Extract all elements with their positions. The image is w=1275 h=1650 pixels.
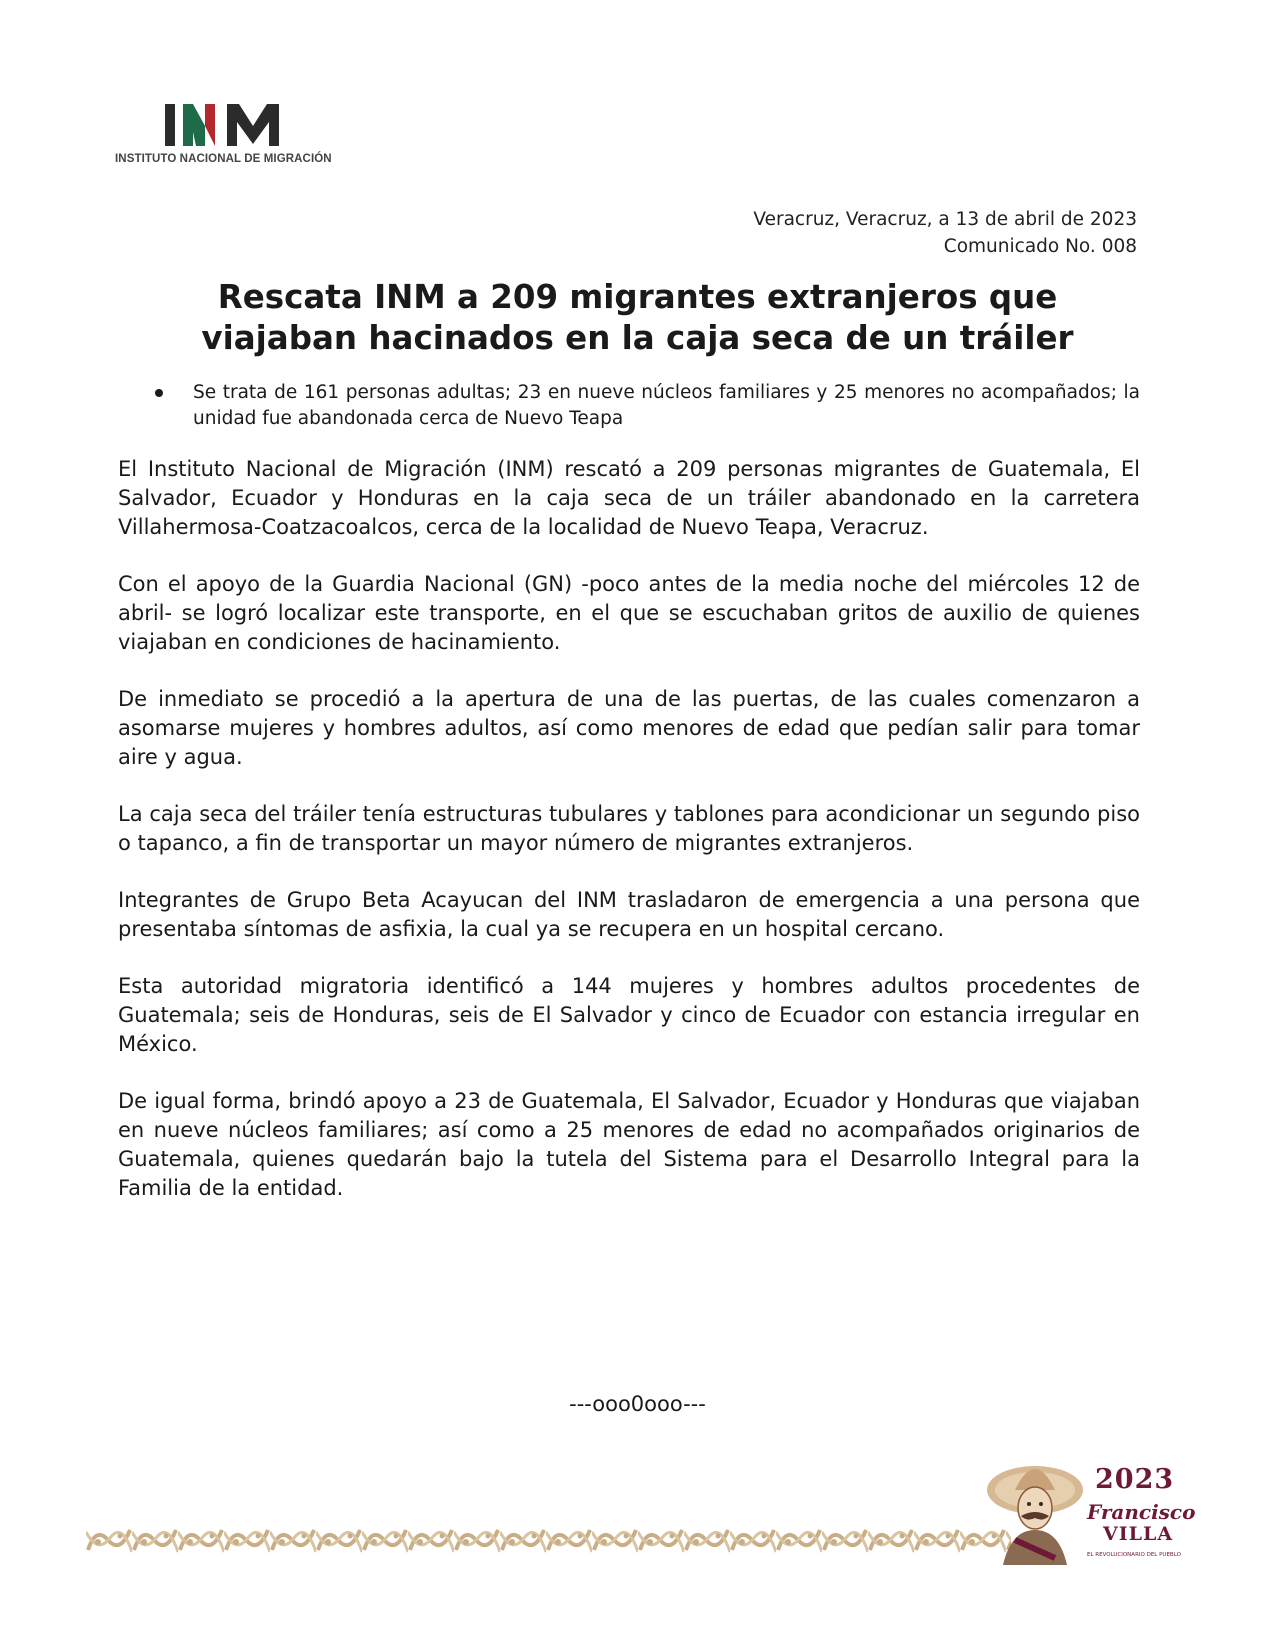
paragraph: De inmediato se procedió a la apertura de una de las puertas, de las cuales comenzaron a asomarse mujeres y hombres adultos, así como menores de edad que pedían salir para tomar aire y agua. xyxy=(118,687,1140,769)
paragraph: Con el apoyo de la Guardia Nacional (GN) -poco antes de la media noche del miércoles 12 de abril- se logró localizar este transporte, en el que se escuchaban gritos de auxilio de quienes viajaban en condiciones de hacinamiento. xyxy=(118,572,1140,654)
headline-line-1: Rescata INM a 209 migrantes extranjeros que xyxy=(217,278,1058,316)
bulletin-number: Comunicado No. 008 xyxy=(943,236,1137,257)
francisco-villa-emblem xyxy=(985,1450,1205,1565)
villa-tagline: EL REVOLUCIONARIO DEL PUEBLO xyxy=(1087,1552,1181,1558)
closing-mark: ---ooo0ooo--- xyxy=(569,1392,706,1416)
summary-bullet: Se trata de 161 personas adultas; 23 en nueve núcleos familiares y 25 menores no acompañados; la unidad fue abandonada cerca de Nuevo Teapa xyxy=(155,380,1140,432)
paragraph: El Instituto Nacional de Migración (INM) rescató a 209 personas migrantes de Guatemala, El Salvador, Ecuador y Honduras en la caja seca de un tráiler abandonado en la carretera Villahermosa-Coatzacoalcos, cerca de la localidad de Nuevo Teapa, Veracruz. xyxy=(118,457,1140,539)
inm-logo-mark xyxy=(165,104,305,146)
villa-year: 2023 xyxy=(1095,1464,1175,1495)
logo-subtitle: INSTITUTO NACIONAL DE MIGRACIÓN xyxy=(115,153,332,165)
inm-logo xyxy=(115,100,375,180)
paragraph: Esta autoridad migratoria identificó a 144 mujeres y hombres adultos procedentes de Guatemala; seis de Honduras, seis de El Salvador y cinco de Ecuador con estancia irregular en México. xyxy=(118,974,1140,1056)
villa-portrait-icon xyxy=(985,1450,1085,1565)
paragraph: Integrantes de Grupo Beta Acayucan del INM trasladaron de emergencia a una persona que presentaba síntomas de asfixia, la cual ya se recupera en un hospital cercano. xyxy=(118,888,1140,941)
paragraph: La caja seca del tráiler tenía estructuras tubulares y tablones para acondicionar un segundo piso o tapanco, a fin de transportar un mayor número de migrantes extranjeros. xyxy=(118,802,1140,855)
paragraph: De igual forma, brindó apoyo a 23 de Guatemala, El Salvador, Ecuador y Honduras que viajaban en nueve núcleos familiares; así como a 25 menores de edad no acompañados originarios de Guatemala, quienes quedarán bajo la tutela del Sistema para el Desarrollo Integral para la Familia de la entidad. xyxy=(118,1089,1140,1200)
villa-surname: VILLA xyxy=(1103,1523,1174,1545)
article-body xyxy=(118,455,1140,1231)
header-meta xyxy=(753,206,1137,260)
villa-name: Francisco xyxy=(1087,1500,1196,1524)
footer-ornament-band xyxy=(86,1520,1011,1560)
place-date: Veracruz, Veracruz, a 13 de abril de 2023 xyxy=(753,209,1137,230)
headline-line-2: viajaban hacinados en la caja seca de un tráiler xyxy=(201,319,1074,357)
summary-bullets xyxy=(155,380,1140,432)
headline xyxy=(120,277,1155,359)
